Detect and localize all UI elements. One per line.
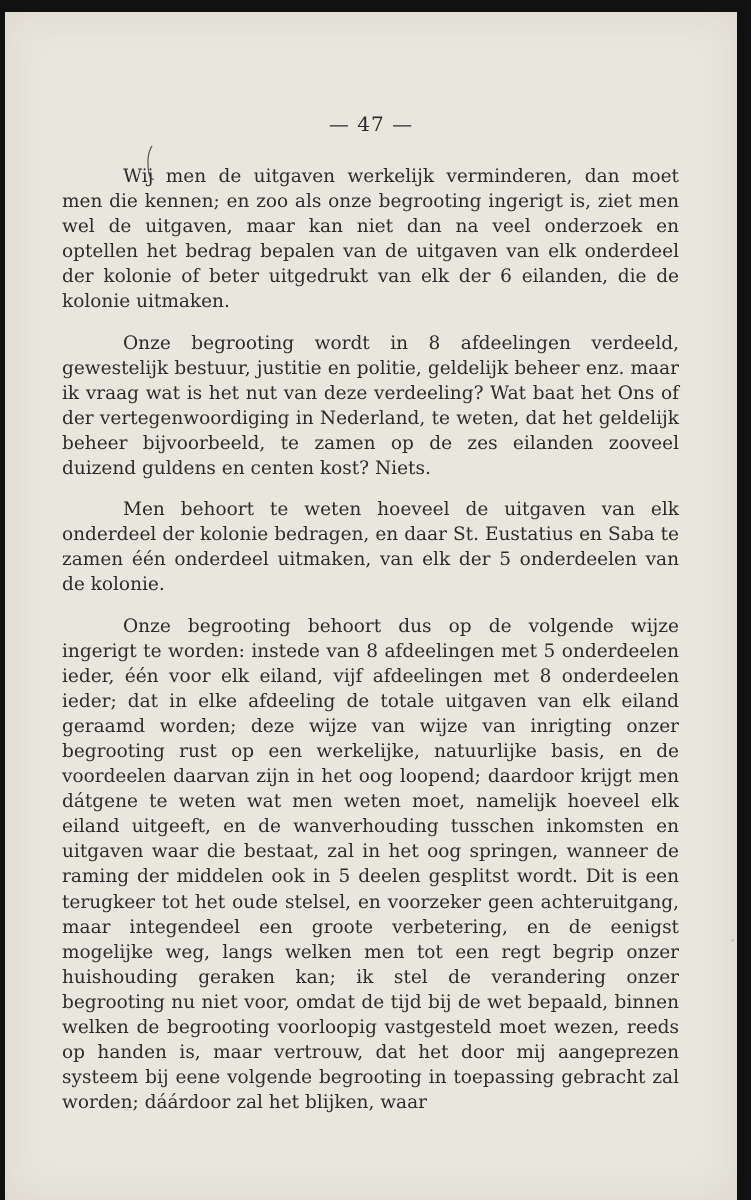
scan-border — [737, 0, 751, 1200]
paragraph: Men behoort te weten hoeveel de uitgaven van elk onderdeel der kolonie bedragen, en daar St. Eustatius en Saba te zamen één onderdeel uitmaken, van elk der 5 onderdeelen van de kolonie. — [62, 499, 679, 596]
body-text — [62, 164, 679, 1115]
paragraph: Onze begrooting wordt in 8 afdeelingen verdeeld, gewestelijk bestuur, justitie en politie, geldelijk beheer enz. maar ik vraag wat is het nut van deze verdeeling? Wat baat het Ons of der vertegenwoordiging in Nederland, te weten, dat het geldelijk beheer bijvoorbeeld, te zamen op de zes eilanden zooveel duizend guldens en centen kost? Niets. — [62, 332, 679, 480]
margin-mark-icon: ˊ — [729, 938, 735, 952]
book-page — [5, 12, 737, 1200]
paragraph: Onze begrooting behoort dus op de volgende wijze ingerigt te worden: instede van 8 afdeelingen met 5 onderdeelen ieder, één voor elk eiland, vijf afdeelingen met 8 onderdeelen ieder; dat in elke afdeeling de totale uitgaven van elk eiland geraamd worden; deze wijze van wijze van inrigting onzer begrooting rust op een werkelijke, natuurlijke basis, en de voordeelen daarvan zijn in het oog loopend; daardoor krijgt men dátgene te weten wat men weten moet, namelijk hoeveel elk eiland uitgeeft, en de wanverhouding tusschen inkomsten en uitgaven waar die bestaat, zal in het oog springen, wanneer de raming der middelen ook in 5 deelen gesplitst wordt. Dit is een terugkeer tot het oude stelsel, en voorzeker geen achteruitgang, maar integendeel een groote verbetering, en de eenigst mogelijke weg, langs welken men tot een regt begrip onzer huishouding geraken kan; ik stel de verandering onzer begrooting nu niet voor, omdat de tijd bij de wet bepaald, binnen welken de begrooting voorloopig vastgesteld moet wezen, reeds op handen is, maar vertrouw, dat het door mij aangeprezen systeem bij eene volgende begrooting in toepassing gebracht zal worden; dáárdoor zal het blijken, waar — [62, 615, 679, 1114]
page-number: — 47 — — [328, 112, 414, 136]
paragraph: Wij men de uitgaven werkelijk verminderen, dan moet men die kennen; en zoo als onze begrooting ingerigt is, ziet men wel de uitgaven, maar kan niet dan na veel onderzoek en optellen het bedrag bepalen van de uitgaven van elk onderdeel der kolonie of beter uitgedrukt van elk der 6 eilanden, die de kolonie uitmaken. — [62, 166, 679, 313]
